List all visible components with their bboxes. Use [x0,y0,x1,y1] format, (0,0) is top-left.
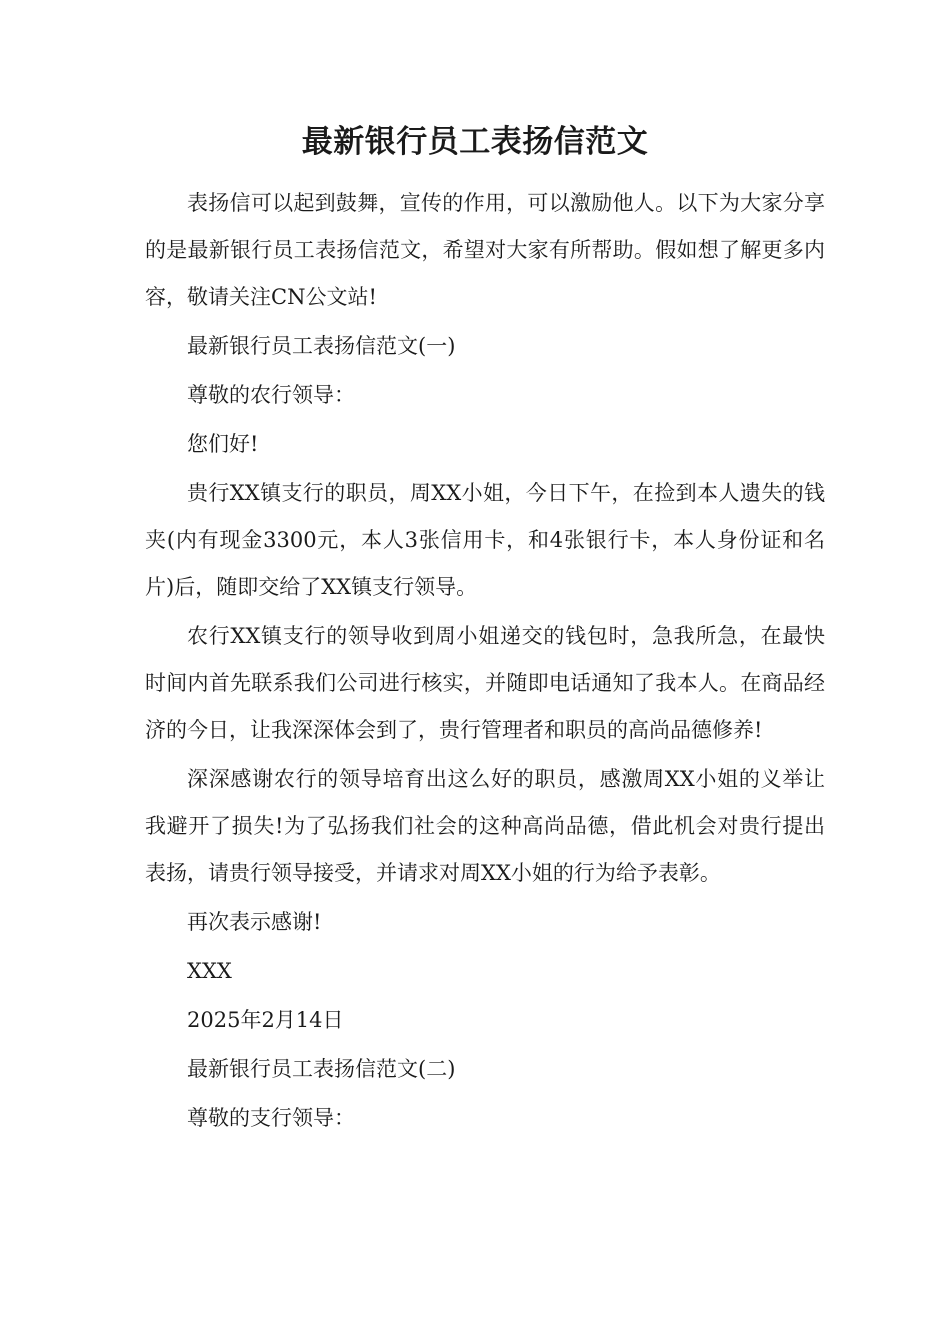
letter-date: 2025年2月14日 [187,1008,344,1032]
salutation-1: 尊敬的农行领导： [187,383,355,407]
letter-paragraph: 深深感谢农行的领导培育出这么好的职员，感激周XX小姐的义举让我避开了损失!为了弘扬我们社会的这种高尚品德，借此机会对贵行提出表扬，请贵行领导接受，并请求对周XX小姐的行为给予表彰。 [145,767,825,885]
document-body [145,180,825,1144]
salutation-2: 尊敬的支行领导： [187,1106,355,1130]
closing-line: 再次表示感谢! [187,910,322,934]
section-heading-1: 最新银行员工表扬信范文(一) [187,334,456,358]
intro-paragraph: 表扬信可以起到鼓舞，宣传的作用，可以激励他人。以下为大家分享的是最新银行员工表扬信范文，希望对大家有所帮助。假如想了解更多内容，敬请关注CN公文站! [145,191,825,309]
letter-paragraph: 农行XX镇支行的领导收到周小姐递交的钱包时，急我所急，在最快时间内首先联系我们公司进行核实，并随即电话通知了我本人。在商品经济的今日，让我深深体会到了，贵行管理者和职员的高尚品德修养! [145,624,825,742]
letter-paragraph: 贵行XX镇支行的职员，周XX小姐，今日下午，在捡到本人遗失的钱夹(内有现金3300元，本人3张信用卡，和4张银行卡，本人身份证和名片)后，随即交给了XX镇支行领导。 [145,481,825,599]
section-heading-2: 最新银行员工表扬信范文(二) [187,1057,456,1081]
signature: XXX [187,959,232,983]
document-title: 最新银行员工表扬信范文 [301,124,649,160]
greeting: 您们好! [187,432,259,456]
